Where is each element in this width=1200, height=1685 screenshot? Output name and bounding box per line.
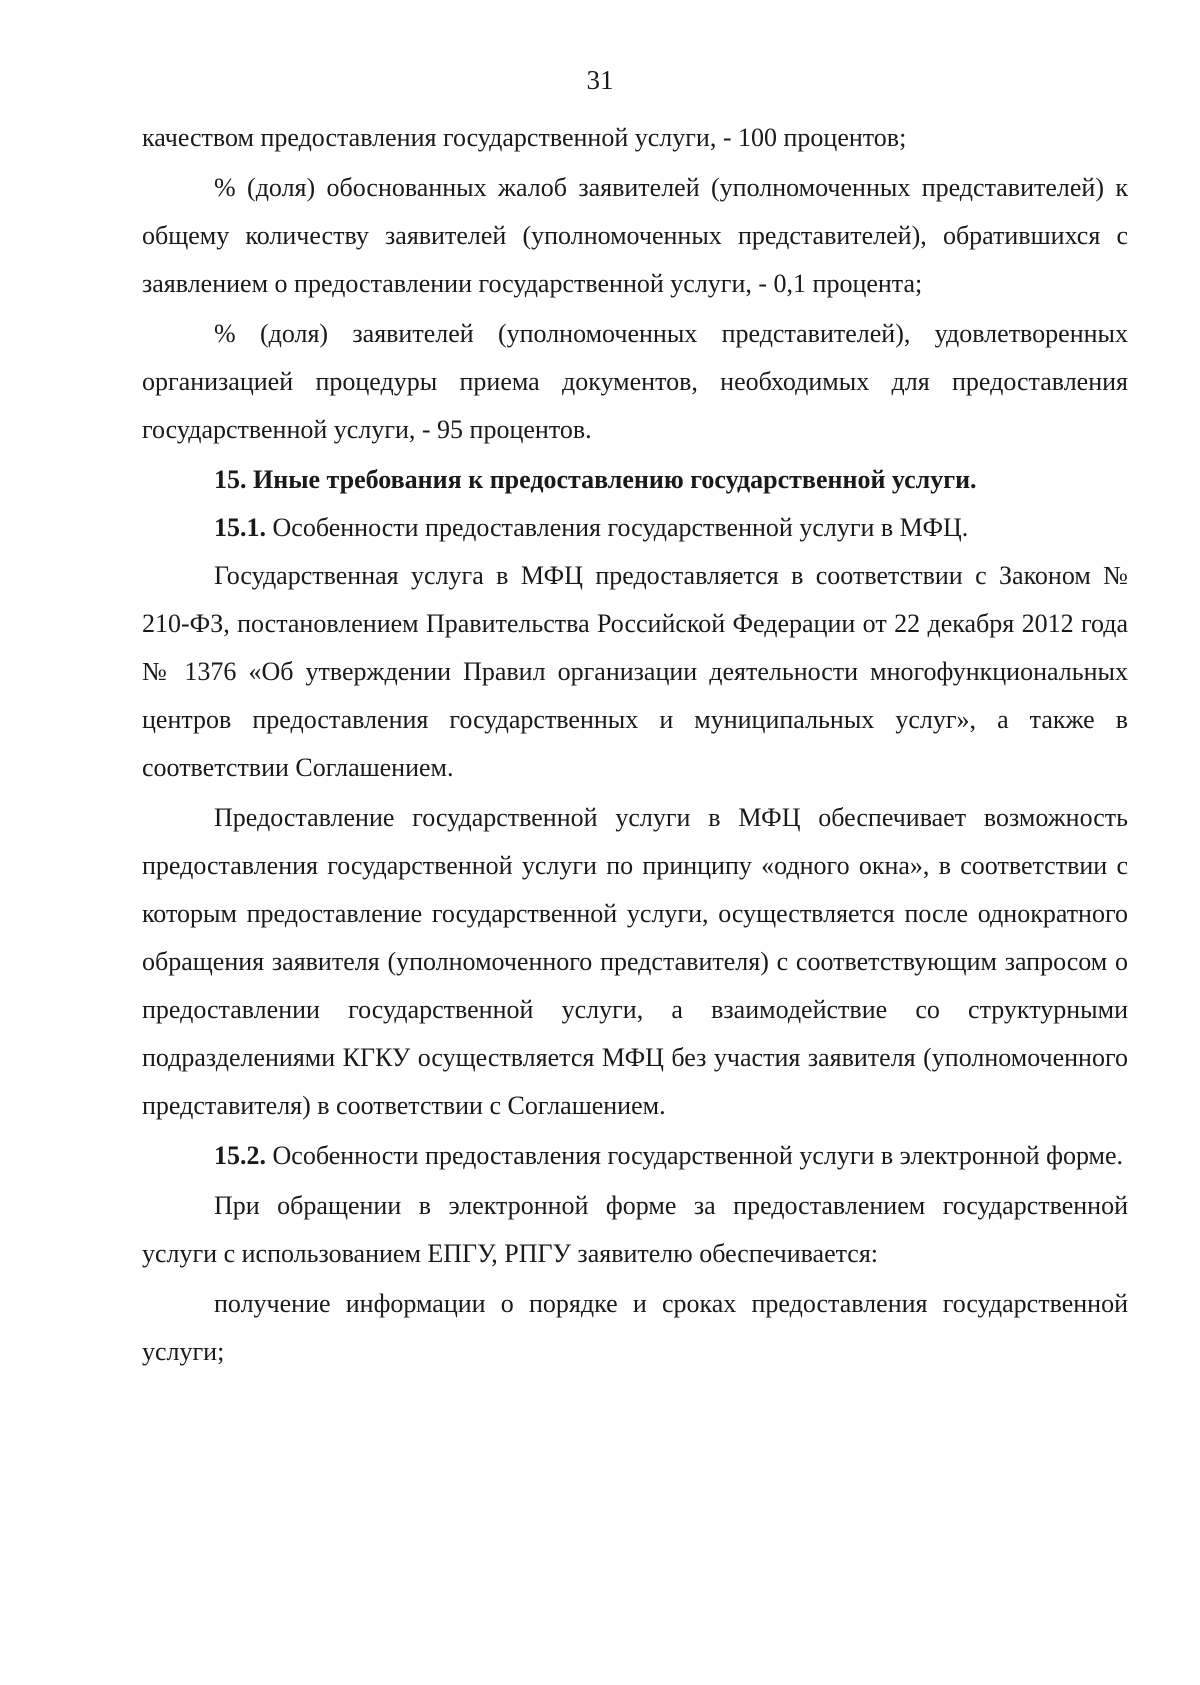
- paragraph-satisfaction: % (доля) заявителей (уполномоченных представителей), удовлетворенных организацией процедуры приема документов, необходимых для предоставления государственной услуги, - 95 процентов.: [142, 319, 1128, 444]
- section-heading-15: 15. Иные требования к предоставлению государственной услуги.: [214, 465, 977, 494]
- paragraph-mfc-law: Государственная услуга в МФЦ предоставляется в соответствии с Законом № 210-ФЗ, постановлением Правительства Российской Федерации от 22 декабря 2012 года № 1376 «Об утверждении Правил организации деятельности многофункциональных центров предоставления государственных и муниципальных услуг», а также в соответствии Соглашением.: [142, 561, 1128, 782]
- subsection-title: Особенности предоставления государственной услуги в электронной форме.: [266, 1141, 1124, 1170]
- paragraph-complaints: % (доля) обоснованных жалоб заявителей (уполномоченных представителей) к общему количеству заявителей (уполномоченных представителей), обратившихся с заявлением о предоставлении государственной услуги, - 0,1 процента;: [142, 173, 1128, 298]
- paragraph-quality: качеством предоставления государственной услуги, - 100 процентов;: [142, 123, 907, 152]
- subsection-number: 15.2.: [214, 1141, 266, 1170]
- subsection-15-1: [142, 504, 1128, 552]
- subsection-title: Особенности предоставления государственной услуги в МФЦ.: [266, 513, 969, 542]
- paragraph-info: получение информации о порядке и сроках предоставления государственной услуги;: [142, 1289, 1128, 1366]
- document-body: [142, 114, 1128, 1376]
- paragraph-one-window: Предоставление государственной услуги в МФЦ обеспечивает возможность предоставления государственной услуги по принципу «одного окна», в соответствии с которым предоставление государственной услуги, осуществляется после однократного обращения заявителя (уполномоченного представителя) с соответствующим запросом о предоставлении государственной услуги, а взаимодействие со структурными подразделениями КГКУ осуществляется МФЦ без участия заявителя (уполномоченного представителя) в соответствии с Соглашением.: [142, 803, 1128, 1120]
- page-number: 31: [586, 65, 614, 95]
- paragraph-electronic: При обращении в электронной форме за предоставлением государственной услуги с использованием ЕПГУ, РПГУ заявителю обеспечивается:: [142, 1191, 1128, 1268]
- subsection-15-2: [142, 1132, 1128, 1180]
- subsection-number: 15.1.: [214, 513, 266, 542]
